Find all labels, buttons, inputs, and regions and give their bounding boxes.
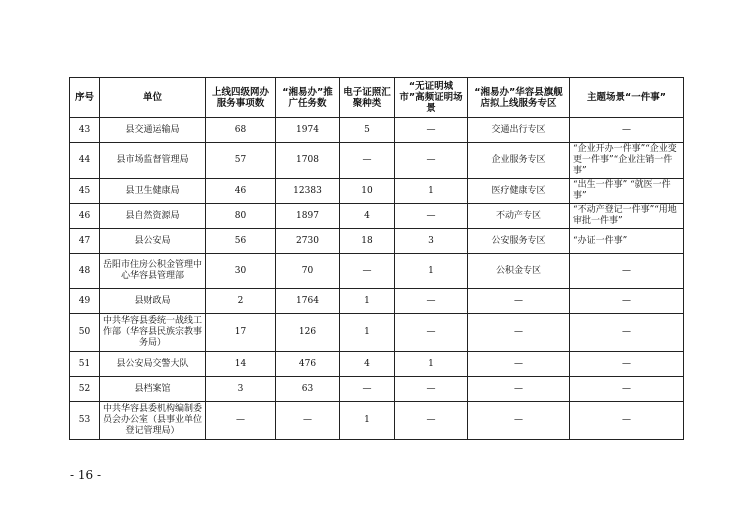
cell-unit: 县市场监督管理局 <box>100 143 206 179</box>
cell-unit: 中共华容县委统一战线工作部（华容县民族宗教事务局） <box>100 314 206 352</box>
cell-index: 43 <box>70 118 100 143</box>
cell-e-license-types: 1 <box>340 314 395 352</box>
table-row <box>70 229 684 254</box>
cell-service-zone: — <box>468 352 570 377</box>
cell-no-certificate-scenes: 1 <box>395 352 468 377</box>
cell-no-certificate-scenes: 3 <box>395 229 468 254</box>
cell-theme-scenes: — <box>570 254 684 289</box>
cell-e-license-types: 5 <box>340 118 395 143</box>
cell-index: 51 <box>70 352 100 377</box>
data-table <box>69 77 684 440</box>
cell-promotion-tasks: 70 <box>276 254 340 289</box>
cell-index: 48 <box>70 254 100 289</box>
cell-unit: 县自然资源局 <box>100 204 206 229</box>
table-row <box>70 402 684 440</box>
cell-unit: 中共华容县委机构编制委员会办公室（县事业单位登记管理局） <box>100 402 206 440</box>
cell-theme-scenes: — <box>570 402 684 440</box>
cell-service-zone: — <box>468 289 570 314</box>
table-row <box>70 377 684 402</box>
header-online-items: 上线四级网办服务事项数 <box>206 78 276 118</box>
table-row <box>70 289 684 314</box>
cell-promotion-tasks: 126 <box>276 314 340 352</box>
cell-service-zone: 公积金专区 <box>468 254 570 289</box>
cell-service-zone: 企业服务专区 <box>468 143 570 179</box>
table-row <box>70 179 684 204</box>
cell-online-items: 57 <box>206 143 276 179</box>
cell-e-license-types: — <box>340 143 395 179</box>
cell-no-certificate-scenes: 1 <box>395 254 468 289</box>
cell-promotion-tasks: 476 <box>276 352 340 377</box>
cell-promotion-tasks: 1708 <box>276 143 340 179</box>
cell-unit: 县档案馆 <box>100 377 206 402</box>
cell-index: 53 <box>70 402 100 440</box>
table-row <box>70 118 684 143</box>
cell-e-license-types: — <box>340 254 395 289</box>
table-row <box>70 352 684 377</box>
table-row <box>70 314 684 352</box>
header-service-zone: “湘易办”华容县旗舰店拟上线服务专区 <box>468 78 570 118</box>
cell-unit: 岳阳市住房公积金管理中心华容县管理部 <box>100 254 206 289</box>
cell-promotion-tasks: 63 <box>276 377 340 402</box>
cell-online-items: 3 <box>206 377 276 402</box>
cell-e-license-types: — <box>340 377 395 402</box>
cell-service-zone: 医疗健康专区 <box>468 179 570 204</box>
cell-index: 45 <box>70 179 100 204</box>
cell-online-items: 17 <box>206 314 276 352</box>
table-row <box>70 204 684 229</box>
cell-no-certificate-scenes: — <box>395 118 468 143</box>
cell-online-items: 14 <box>206 352 276 377</box>
header-no-certificate-scenes: “无证明城市”高频证明场景 <box>395 78 468 118</box>
cell-online-items: 30 <box>206 254 276 289</box>
header-unit: 单位 <box>100 78 206 118</box>
cell-theme-scenes: — <box>570 118 684 143</box>
cell-unit: 县财政局 <box>100 289 206 314</box>
cell-index: 46 <box>70 204 100 229</box>
cell-no-certificate-scenes: — <box>395 143 468 179</box>
cell-online-items: 46 <box>206 179 276 204</box>
cell-e-license-types: 18 <box>340 229 395 254</box>
cell-theme-scenes: — <box>570 314 684 352</box>
cell-e-license-types: 1 <box>340 289 395 314</box>
cell-service-zone: — <box>468 377 570 402</box>
cell-theme-scenes: “出生一件事” “就医一件事” <box>570 179 684 204</box>
table-row <box>70 254 684 289</box>
table-row <box>70 143 684 179</box>
cell-promotion-tasks: 1974 <box>276 118 340 143</box>
cell-service-zone: 交通出行专区 <box>468 118 570 143</box>
cell-promotion-tasks: — <box>276 402 340 440</box>
cell-online-items: 68 <box>206 118 276 143</box>
cell-no-certificate-scenes: — <box>395 204 468 229</box>
cell-online-items: 56 <box>206 229 276 254</box>
cell-theme-scenes: — <box>570 352 684 377</box>
page-number: - 16 - <box>70 468 102 482</box>
table-header-row <box>70 78 684 118</box>
cell-index: 50 <box>70 314 100 352</box>
cell-theme-scenes: “办证一件事” <box>570 229 684 254</box>
cell-promotion-tasks: 2730 <box>276 229 340 254</box>
cell-no-certificate-scenes: — <box>395 402 468 440</box>
cell-index: 49 <box>70 289 100 314</box>
cell-e-license-types: 4 <box>340 352 395 377</box>
cell-index: 44 <box>70 143 100 179</box>
cell-theme-scenes: “不动产登记一件事”“用地审批一件事” <box>570 204 684 229</box>
cell-online-items: 80 <box>206 204 276 229</box>
cell-no-certificate-scenes: — <box>395 314 468 352</box>
cell-online-items: 2 <box>206 289 276 314</box>
cell-promotion-tasks: 1764 <box>276 289 340 314</box>
cell-no-certificate-scenes: — <box>395 377 468 402</box>
header-index: 序号 <box>70 78 100 118</box>
cell-e-license-types: 1 <box>340 402 395 440</box>
cell-promotion-tasks: 12383 <box>276 179 340 204</box>
cell-service-zone: — <box>468 402 570 440</box>
cell-theme-scenes: — <box>570 289 684 314</box>
cell-unit: 县卫生健康局 <box>100 179 206 204</box>
cell-unit: 县公安局交警大队 <box>100 352 206 377</box>
cell-e-license-types: 10 <box>340 179 395 204</box>
cell-unit: 县交通运输局 <box>100 118 206 143</box>
header-promotion-tasks: “湘易办”推广任务数 <box>276 78 340 118</box>
cell-service-zone: 不动产专区 <box>468 204 570 229</box>
header-e-license-types: 电子证照汇聚种类 <box>340 78 395 118</box>
header-theme-scenes: 主题场景“一件事” <box>570 78 684 118</box>
cell-online-items: — <box>206 402 276 440</box>
cell-promotion-tasks: 1897 <box>276 204 340 229</box>
cell-index: 47 <box>70 229 100 254</box>
cell-e-license-types: 4 <box>340 204 395 229</box>
cell-service-zone: 公安服务专区 <box>468 229 570 254</box>
cell-theme-scenes: — <box>570 377 684 402</box>
cell-no-certificate-scenes: 1 <box>395 179 468 204</box>
cell-index: 52 <box>70 377 100 402</box>
cell-no-certificate-scenes: — <box>395 289 468 314</box>
cell-unit: 县公安局 <box>100 229 206 254</box>
cell-theme-scenes: “企业开办一件事”“企业变更一件事”“企业注销一件事” <box>570 143 684 179</box>
cell-service-zone: — <box>468 314 570 352</box>
